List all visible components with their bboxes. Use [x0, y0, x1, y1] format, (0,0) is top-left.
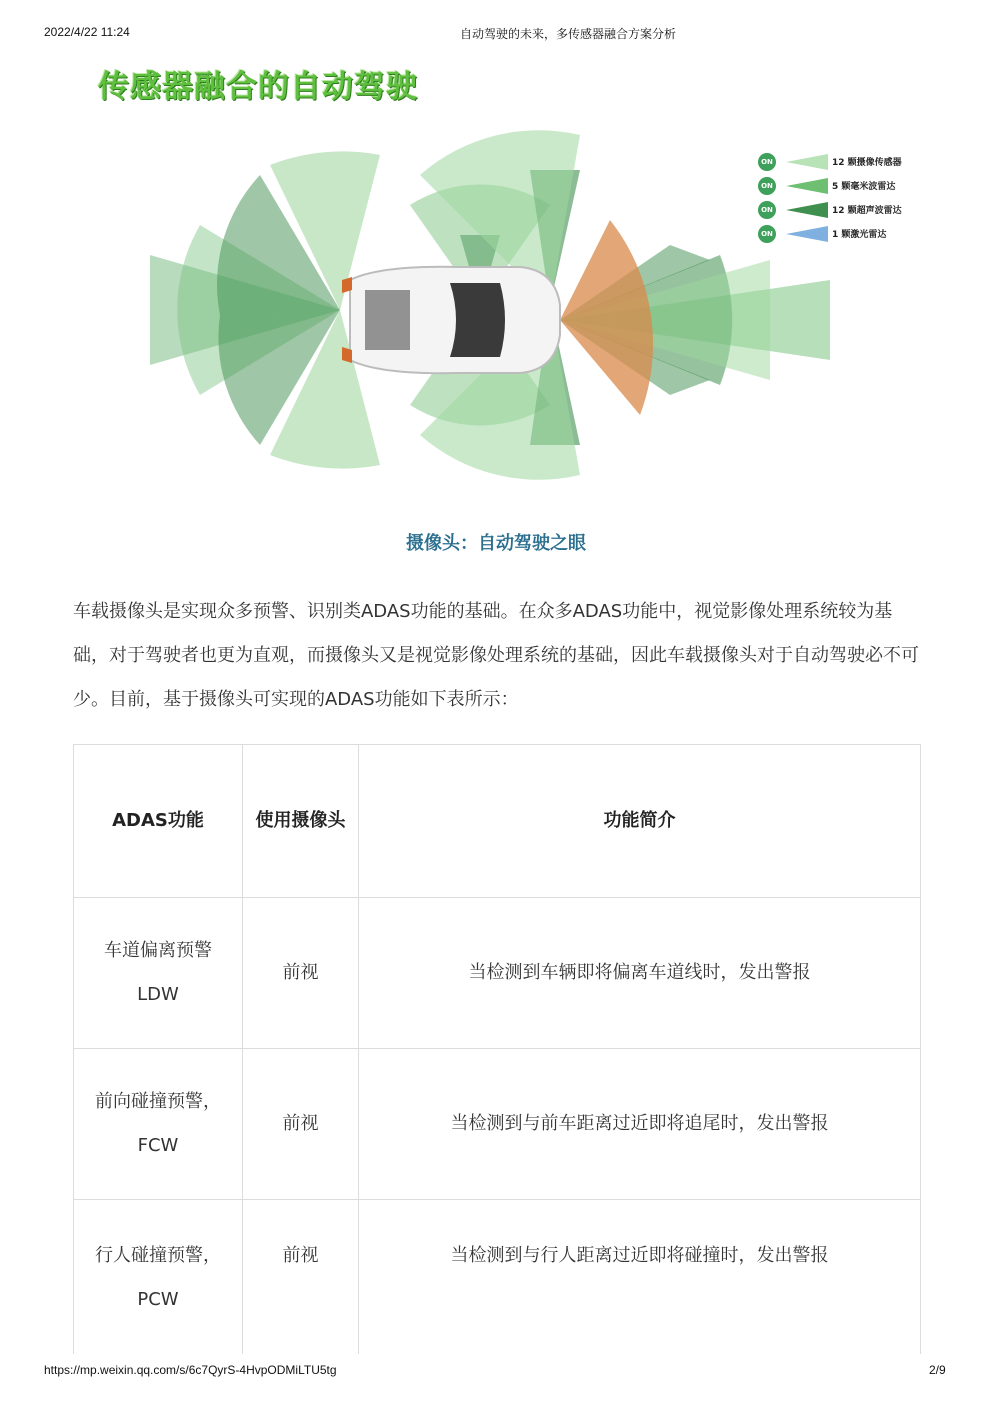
table-cell: 前视 — [243, 1200, 359, 1355]
lidar-wedge-icon — [786, 226, 828, 242]
on-badge-icon: ON — [758, 225, 776, 243]
figure-caption: 摄像头：自动驾驶之眼 — [406, 533, 586, 554]
on-badge-icon: ON — [758, 177, 776, 195]
ultrasonic-wedge-icon — [786, 202, 828, 218]
table-row — [74, 1049, 921, 1200]
sensor-fusion-figure — [80, 55, 920, 495]
table-header-cell: 使用摄像头 — [243, 745, 359, 898]
legend-item — [758, 175, 918, 199]
on-badge-icon: ON — [758, 201, 776, 219]
table-cell: 当检测到与前车距离过近即将追尾时，发出警报 — [359, 1049, 921, 1200]
legend-label: 5 颗毫米波雷达 — [832, 182, 896, 192]
header-title: 自动驾驶的未来，多传感器融合方案分析 — [459, 27, 676, 41]
table-cell: 当检测到车辆即将偏离车道线时，发出警报 — [359, 898, 921, 1049]
legend-label: 1 颗激光雷达 — [832, 230, 887, 240]
body-paragraph — [73, 590, 923, 722]
figure-title: 传感器融合的自动驾驶 — [98, 69, 418, 105]
paragraph-text: 车载摄像头是实现众多预警、识别类ADAS功能的基础。在众多ADAS功能中，视觉影像处理系统较为基础，对于驾驶者也更为直观，而摄像头又是视觉影像处理系统的基础，因此车载摄像头对于自动驾驶必不可少。目前，基于摄像头可实现的ADAS功能如下表所示： — [73, 601, 919, 710]
table-cell: 前视 — [243, 1049, 359, 1200]
table-row — [74, 898, 921, 1049]
legend-label: 12 颗摄像传感器 — [832, 158, 902, 168]
radar-wedge-icon — [786, 178, 828, 194]
footer-url[interactable]: https://mp.weixin.qq.com/s/6c7QyrS-4HvpODMiLTU5tg — [44, 1363, 337, 1377]
table-header-cell: 功能简介 — [359, 745, 921, 898]
table-cell: 前视 — [243, 898, 359, 1049]
legend — [758, 151, 918, 247]
legend-label: 12 颗超声波雷达 — [832, 206, 902, 216]
car-icon — [342, 267, 560, 373]
table-cell: 当检测到与行人距离过近即将碰撞时，发出警报 — [359, 1200, 921, 1355]
lidar-coverage-fan — [560, 220, 653, 415]
rear-coverage-fans — [150, 151, 380, 468]
camera-wedge-icon — [786, 154, 828, 170]
on-badge-icon: ON — [758, 153, 776, 171]
table-header-cell: ADAS功能 — [74, 745, 243, 898]
table-header-row — [74, 745, 921, 898]
footer-page-number: 2/9 — [929, 1363, 946, 1377]
table-cell: 前向碰撞预警，FCW — [74, 1049, 243, 1200]
table-cell: 车道偏离预警LDW — [74, 898, 243, 1049]
sensor-coverage-diagram — [80, 55, 920, 495]
legend-item — [758, 223, 918, 247]
header-datetime: 2022/4/22 11:24 — [44, 25, 130, 39]
legend-item — [758, 151, 918, 175]
adas-table — [73, 744, 921, 1354]
table-row — [74, 1200, 921, 1355]
table-cell: 行人碰撞预警，PCW — [74, 1200, 243, 1355]
legend-item — [758, 199, 918, 223]
